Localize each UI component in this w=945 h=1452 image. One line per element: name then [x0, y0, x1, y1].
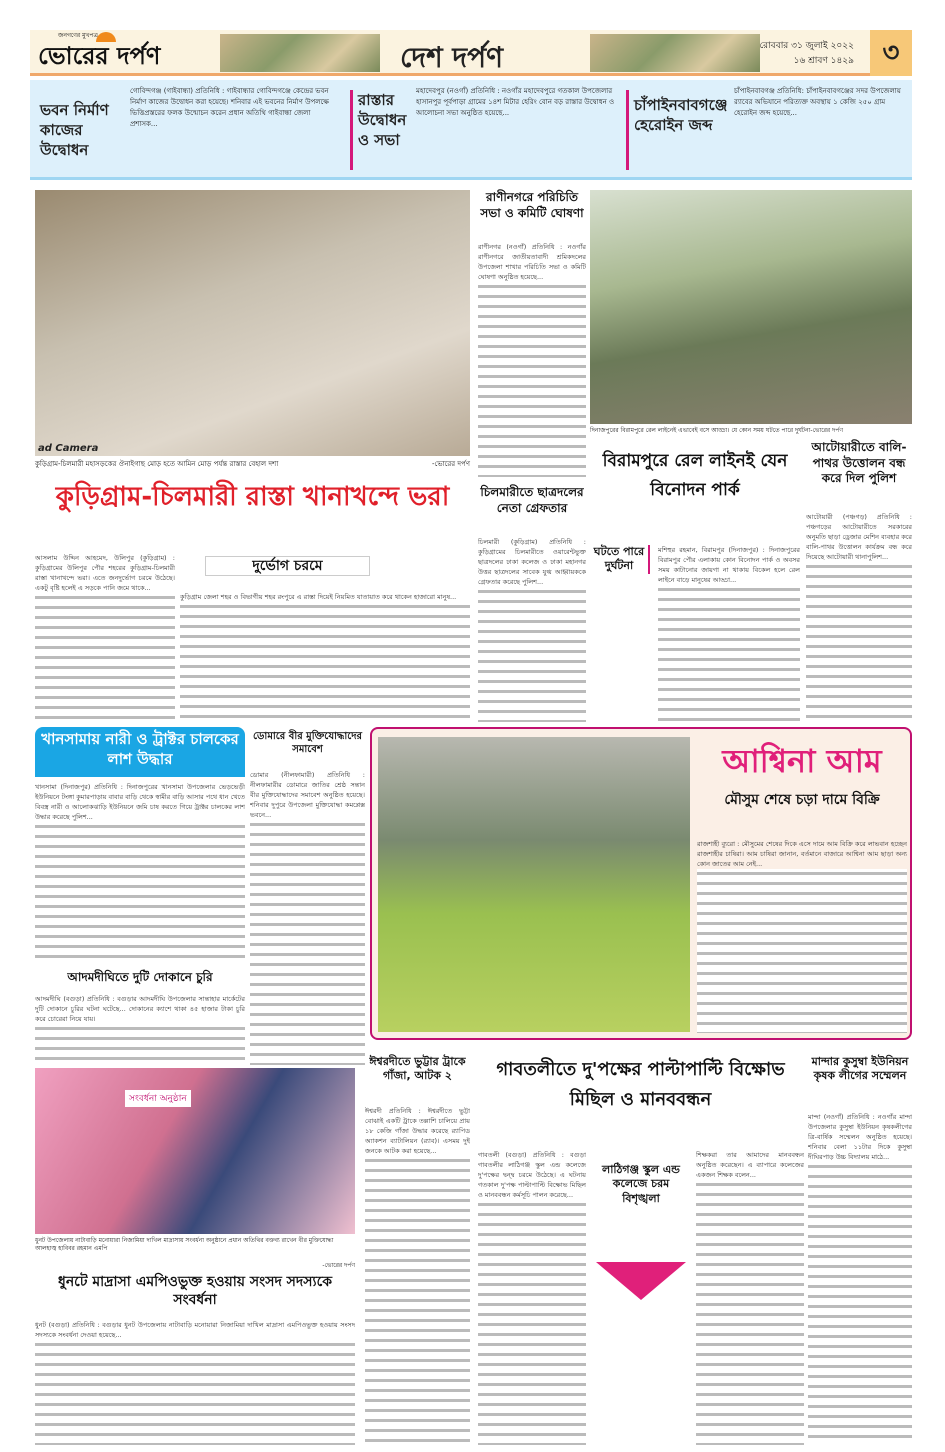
- photo-credit: -ভোরের দর্পণ: [431, 460, 470, 468]
- page-number: ৩: [870, 30, 912, 76]
- atwari-headline: আটোয়ারীতে বালি-পাথর উত্তোলন বন্ধ করে দিল পুলিশ: [811, 440, 907, 486]
- atwari-body: আটোয়ারী (পঞ্চগড়) প্রতিনিধি : পঞ্চগড়ের আটোয়ারীতে সরকারের অনুমতি ছাড়া ড্রেজার মেশিন ব্যবহার করে বালি-পাথর উত্তোলন কার্যক্রম বন্ধ করে দিয়েছে আটোয়ারী থানাপুলিশ...: [806, 512, 912, 722]
- mango-headline: আশ্বিনা আম: [722, 742, 882, 780]
- arrow-down-icon: [596, 1262, 686, 1300]
- masthead: [30, 30, 912, 76]
- mango-photo: [378, 737, 690, 1032]
- lead-body: আসলাম উদ্দিন আহমেদ, উলিপুর (কুড়িগ্রাম) : কুড়িগ্রামের উলিপুর পৌর শহরের কুড়িগ্রাম-চিলমারী রাস্তা খানাখন্দে ভরা। এতে জনদুর্ভোগ চরমে উঠেছে। একটু বৃষ্টি হলেই এ সড়কে পানি জমে থাকে...: [35, 553, 175, 722]
- birampur-body: মশিহুর রহমান, বিরামপুর (দিনাজপুর) : দিনাজপুরের বিরামপুর পৌর এলাকায় কোন বিনোদন পার্ক ও অবসর সময় কাটানোর জায়গা না থাকায় বিকেল হলে রেল লাইনে বাড়ে মানুষের আড্ডা...: [658, 545, 800, 722]
- gabtoli-headline: গাবতলীতে দু'পক্ষের পাল্টাপাল্টি বিক্ষোভ মিছিল ও মানববন্ধন: [496, 1059, 785, 1110]
- domar-headline: ডোমারে বীর মুক্তিযোদ্ধাদের সমাবেশ: [253, 731, 362, 755]
- ishwardi-headline: ঈশ্বরদীতে ভুট্টার ট্রাকে গাঁজা, আটক ২: [369, 1055, 466, 1083]
- brief-headline: ভবন নির্মাণ কাজের উদ্বোধন: [40, 101, 109, 159]
- birampur-subhead: ঘটতে পারে দুর্ঘটনা: [590, 545, 650, 574]
- dhunat-headline: ধুনটে মাদ্রাসা এমপিওভুক্ত হওয়ায় সংসদ সদস্যকে সংবর্ধনা: [57, 1274, 333, 1309]
- mandar-body: মান্দা (নওগাঁ) প্রতিনিধি : নওগাঁর মান্দা উপজেলার কুসুম্বা ইউনিয়ন কৃষকলীগের ত্রি-বার্ষিক সম্মেলন অনুষ্ঠিত হয়েছে। শনিবার বেলা ১১টার দিকে কুসুম্বা দীঘিরপাড় উচ্চ বিদ্যালয় মাঠে...: [808, 1112, 912, 1444]
- gabtoli-body: গাবতলী (বগুড়া) প্রতিনিধি : বগুড়া গাবতলীর লাঠিগঞ্জ স্কুল এন্ড কলেজে দু'পক্ষের দ্বন্দ্ব চরমে উঠেছে। এ ঘটনায় গতকাল দু'পক্ষ পাল্টাপাল্টি বিক্ষোভ মিছিল ও মানববন্ধন কর্মসূচি পালন করেছে...: [478, 1150, 586, 1445]
- divider: [626, 90, 629, 170]
- brief-headline: চাঁপাইনবাবগঞ্জে হেরোইন জব্দ: [634, 96, 728, 134]
- newspaper-logo: জনগণের মুখপত্র ভোরের দর্পণ: [38, 32, 161, 70]
- photo-caption: কুড়িগ্রাম-চিলমারী মহাসড়কের ঔনাইগাছ মোড় হতে আমিন মোড় পর্যন্ত রাস্তার বেহাল দশা: [35, 460, 279, 468]
- mango-subhead: মৌসুম শেষে চড়া দামে বিক্রি: [724, 792, 880, 808]
- ishwardi-body: ঈশ্বরদী প্রতিনিধি : ঈশ্বরদীতে ভুট্টা বোঝাই একটি ট্রাকে তল্লাশি চালিয়ে প্রায় ১৮ কেজি গাঁজা উদ্ধার করেছে র‍্যাপিড অ্যাকশন ব্যাটালিয়ন (র‍্যাব)। এসময় দুই জনকে আটক করা হয়েছে...: [365, 1106, 470, 1444]
- birampur-headline: বিরামপুরে রেল লাইনই যেন বিনোদন পার্ক: [602, 451, 788, 500]
- brief-body: গোবিন্দগঞ্জ (গাইবান্ধা) প্রতিনিধি : গাইবান্ধার গোবিন্দগঞ্জে কেন্দ্রের ভবন নির্মাণ কাজের উদ্বোধন করা হয়েছে। শনিবার এই ভবনের নির্মাণ উপলক্ষে ভিত্তিপ্রস্তরের ফলক উন্মোচন করেন প্রধান অতিথি গাইবান্ধা জেলা প্রশাসক...: [130, 87, 329, 128]
- photo-caption: ধুনট উপজেলায় নাটাবাড়ি মনোয়ারা নিজামিয়া দাখিল মাদ্রাসায় সংবর্ধনা অনুষ্ঠানে প্রধান অতিথির বক্তব্য রাখেন বীর মুক্তিযোদ্ধা আলহাজ্ব হাবিবর রহমান এমপি: [35, 1237, 334, 1252]
- adamdighi-body: আদমদীঘি (বগুড়া) প্রতিনিধি : বগুড়ার আদমদীঘি উপজেলার সান্তাহার মার্কেটের দুটি দোকানে চুরির ঘটনা ঘটেছে... দোকানের ক্যাশে থাকা ৪৫ হাজার টাকা চুরি করে চোরেরা নিয়ে যায়।: [35, 994, 245, 1064]
- news-brief-strip: [30, 80, 912, 180]
- adamdighi-headline: আদমদীঘিতে দুটি দোকানে চুরি: [67, 970, 213, 984]
- mandar-headline: মান্দার কুসুম্বা ইউনিয়ন কৃষক লীগের সম্মেলন: [811, 1055, 909, 1083]
- lead-body-cont: কুড়িগ্রাম জেলা শহর ও বিভাগীয় শহর রংপুরে এ রাস্তা দিয়েই নিয়মিত যাতায়াত করে থাকেন হাজারো মানুষ...: [180, 592, 470, 722]
- khansama-body: খানসামা (দিনাজপুর) প্রতিনিধি : দিনাজপুরের খানসামা উপজেলার ভেড়ভেড়ী ইউনিয়নে টংঙ্গা কুমারপাড়ায় বাবার বাড়ি থেকে স্বামীর বাড়ি আসার পথে ধান খেতে বিবস্ত্র নারী ও আলোকঝাড়ি ইউনিয়নে জমি চাষ করতে গিয়ে ট্রাক্টর চালকের লাশ উদ্ধার করেছে পুলিশ...: [35, 782, 245, 965]
- lead-headline: কুড়িগ্রাম-চিলমারী রাস্তা খানাখন্দে ভরা: [55, 482, 450, 512]
- road-photo: ad Camera: [35, 190, 470, 456]
- sun-logo-icon: [96, 32, 116, 42]
- gabtoli-subhead: লাঠিগঞ্জ স্কুল এন্ড কলেজে চরম বিশৃঙ্খলা: [592, 1160, 690, 1209]
- section-title: দেশ দর্পণ: [400, 41, 504, 74]
- raninagar-body: রাণীনগর (নওগাঁ) প্রতিনিধি : নওগাঁর রাণীনগরে জাতীয়তাবাদী শ্রমিকদলের উপজেলা শাখার পরিচিতি সভা ও কমিটি ঘোষণা অনুষ্ঠিত হয়েছে...: [478, 242, 586, 477]
- ceremony-photo: সংবর্ধনা অনুষ্ঠান: [35, 1068, 355, 1234]
- brief-headline: রাস্তার উদ্বোধন ও সভা: [358, 91, 407, 149]
- header-photo-farming: [590, 34, 760, 72]
- dhunat-body: ধুনট (বগুড়া) প্রতিনিধি : বগুড়ার ধুনট উপজেলায় নাটাবাড়ি মনোয়ারা নিজামিয়া দাখিল মাদ্রাসা এমপিওভুক্ত হওয়ায় সংসদ সদস্যকে সংবর্ধনা দেওয়া হয়েছে...: [35, 1320, 355, 1445]
- raninagar-headline: রাণীনগরে পরিচিতি সভা ও কমিটি ঘোষণা: [480, 190, 584, 220]
- lead-subhead: দুর্ভোগ চরমে: [205, 556, 370, 576]
- khansama-headline: খানসামায় নারী ও ট্রাক্টর চালকের লাশ উদ্ধার: [35, 727, 245, 777]
- mango-body: রাজশাহী ব্যুরো : মৌসুমের শেষের দিকে এসে দামে আম বিক্রি করে লাভবান হচ্ছেন রাজশাহীর চাষিরা। আম চাষিরা জানান, বর্তমানে বাজারে আশ্বিনা আম ছাড়া অন্য কোন জাতের আম নেই...: [697, 839, 907, 1033]
- railway-photo: [590, 190, 912, 424]
- domar-body: ডোমার (নীলফামারী) প্রতিনিধি : নীলফামারীর ডোমারে জাতির শ্রেষ্ঠ সন্তান বীর মুক্তিযোদ্ধাদের সমাবেশ অনুষ্ঠিত হয়েছে। শনিবার দুপুরে উপজেলা মুক্তিযোদ্ধা কমপ্লেক্স ভবনে...: [250, 770, 365, 1065]
- header-photo-collage: [220, 34, 380, 72]
- gabtoli-body-cont: শিক্ষকরা তার আমাদের মানববন্ধন অনুষ্ঠিত করেছেন। এ ব্যাপারে কলেজের একজন শিক্ষক বলেন...: [696, 1150, 804, 1445]
- issue-date: রোববার ৩১ জুলাই ২০২২ ১৬ শ্রাবণ ১৪২৯: [759, 41, 854, 66]
- chilmari-headline: চিলমারীতে ছাত্রদলের নেতা গ্রেফতার: [480, 485, 584, 515]
- photo-credit: -ভোরের দর্পণ: [322, 1262, 355, 1269]
- mango-feature-box: [370, 727, 912, 1040]
- brief-body: চাঁপাইনবাবগঞ্জ প্রতিনিধি: চাঁপাইনবাবগঞ্জের সদর উপজেলায় র‍্যাবের অভিযানে পরিত্যক্ত অবস্থায় ১ কেজি ২৫০ গ্রাম হেরোইন জব্দ হয়েছে...: [734, 87, 901, 117]
- chilmari-body: চিলমারী (কুড়িগ্রাম) প্রতিনিধি : কুড়িগ্রামের চিলমারীতে ওয়ারেন্টভুক্ত ছাত্রদলের ঢাকা কলেজ ও ঢাকা মহানগর উত্তর ছাত্রদলের সাবেক যুগ্ম আহ্বায়ককে গ্রেফতার করেছে পুলিশ...: [478, 537, 586, 722]
- divider: [350, 90, 353, 170]
- brief-body: মহাদেবপুর (নওগাঁ) প্রতিনিধি : নওগাঁর মহাদেবপুরে গতকাল উপজেলার হাসানপুর পূর্বপাড়া গ্রামের ১৪শ মিটার হেরিং বোন বড় রাস্তার উদ্বোধন ও আলোচনা সভা অনুষ্ঠিত হয়েছে...: [416, 87, 615, 117]
- photo-caption: দিনাজপুরের বিরামপুরে রেল লাইনেই এভাবেই বসে আড্ডা। যে কোন সময় ঘটতে পারে দুর্ঘটনা-ভোরের দর্পণ: [590, 427, 843, 434]
